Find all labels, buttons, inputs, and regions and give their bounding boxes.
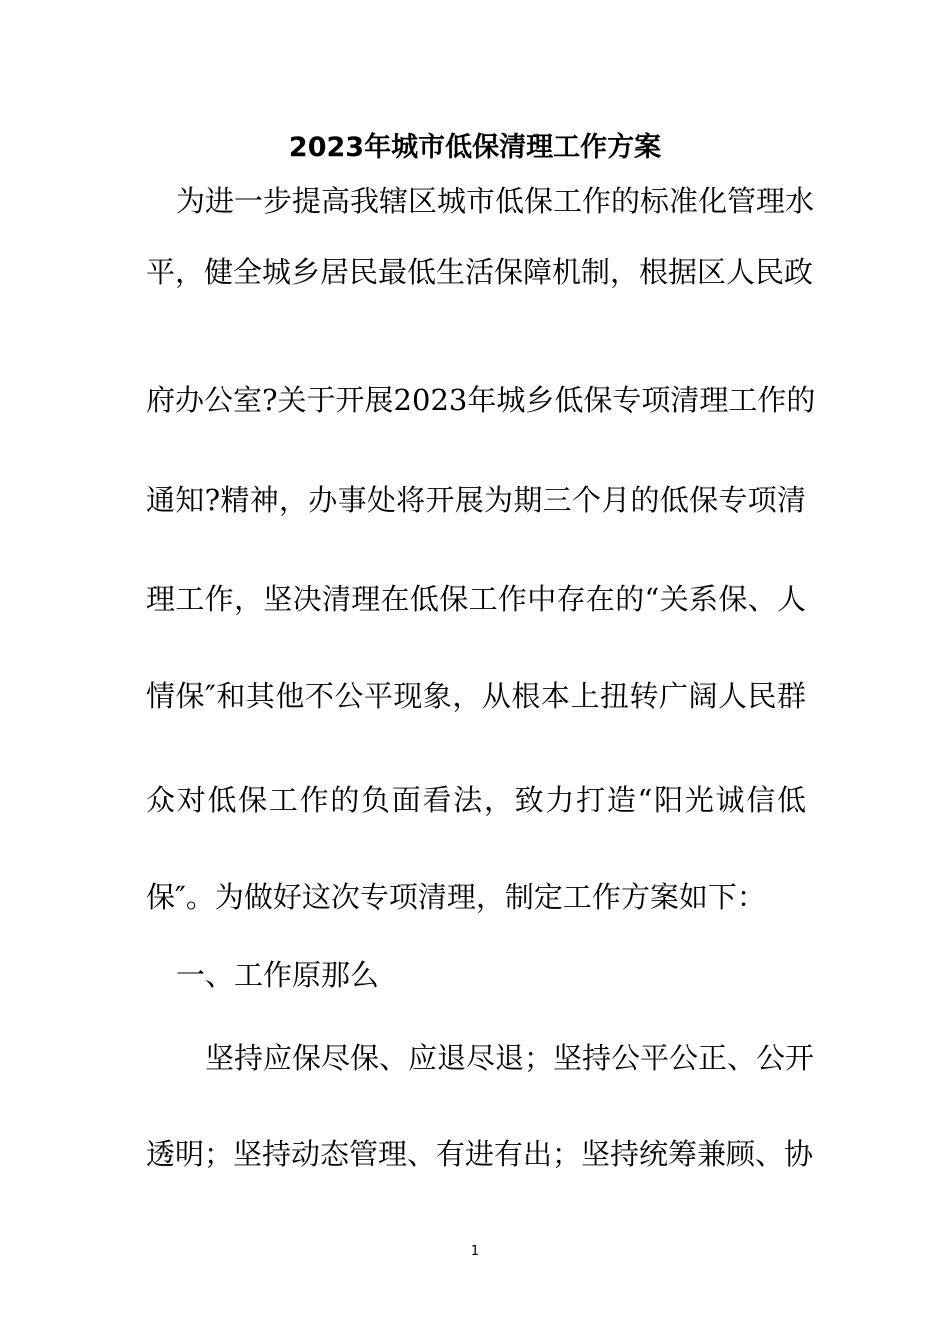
page-number: 1 <box>470 1244 480 1259</box>
document-title: 2023年城市低保清理工作方案 <box>288 132 662 163</box>
paragraph-line: 府办公室?关于开展2023年城乡低保专项清理工作的 <box>146 383 816 417</box>
paragraph-line: 坚持应保尽保、应退尽退；坚持公平公正、公开 <box>205 1041 815 1075</box>
paragraph-line: 通知?精神，办事处将开展为期三个月的低保专项清 <box>146 483 806 517</box>
paragraph-line: 情保″和其他不公平现象，从根本上扭转广阔人民群 <box>146 679 806 713</box>
paragraph-line: 平，健全城乡居民最低生活保障机制，根据区人民政 <box>146 255 814 289</box>
paragraph-line: 理工作，坚决清理在低保工作中存在的“关系保、人 <box>146 582 806 616</box>
paragraph-line: 众对低保工作的负面看法，致力打造“阳光诚信低 <box>146 783 806 817</box>
paragraph-line: 透明；坚持动态管理、有进有出；坚持统筹兼顾、协 <box>146 1137 814 1171</box>
section-heading: 一、工作原那么 <box>176 958 380 992</box>
paragraph-line: 为进一步提高我辖区城市低保工作的标准化管理水 <box>176 184 815 218</box>
paragraph-line: 保″。为做好这次专项清理，制定工作方案如下： <box>146 880 766 914</box>
